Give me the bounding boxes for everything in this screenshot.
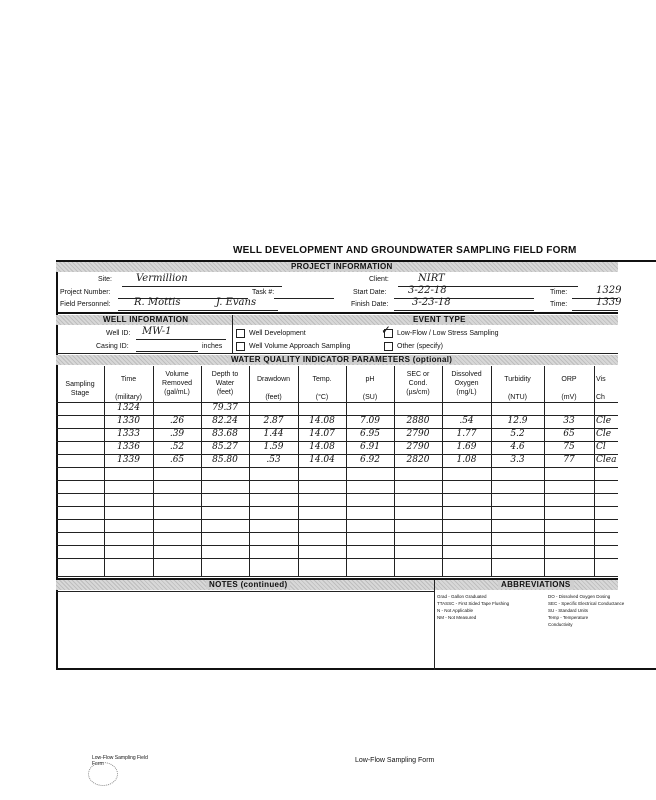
header-text: Turbidity [504, 376, 531, 383]
abbrev-right-1: SEC - Specific Electrical Conductance [548, 601, 625, 606]
cell-turbidity[interactable]: 12.9 [507, 416, 528, 426]
cell-temp[interactable]: 14.04 [309, 455, 335, 465]
cell-volume-removed[interactable]: .26 [169, 416, 185, 426]
start-date-value[interactable]: 3-22-18 [408, 285, 447, 296]
notes-title: NOTES (continued) [206, 580, 290, 589]
header-text: Oxygen [454, 380, 479, 387]
cell-drawdown[interactable]: .53 [266, 455, 281, 465]
cell-time[interactable]: 1324 [117, 403, 140, 413]
cell-volume-removed[interactable]: .39 [169, 429, 185, 439]
well-id-value[interactable]: MW-1 [142, 326, 172, 337]
row-line [56, 545, 618, 546]
finish-time-label: Time: [550, 301, 568, 308]
header-text: pH [365, 376, 375, 383]
abbrev-right-3: Temp - Temperature [548, 615, 589, 620]
cell-drawdown[interactable]: 2.87 [263, 416, 284, 426]
header-unit: (gal/mL) [164, 389, 190, 396]
event-other-checkbox[interactable] [384, 342, 393, 351]
task-label: Task #: [252, 289, 275, 296]
field-personnel-underline [118, 310, 278, 311]
cell-sec-cond[interactable]: 2880 [406, 416, 430, 426]
well-event-divider [232, 315, 233, 353]
cell-temp[interactable]: 14.08 [309, 442, 335, 452]
cell-time[interactable]: 1330 [117, 416, 140, 426]
header-drawdown [249, 375, 298, 402]
client-label: Client: [369, 276, 389, 283]
header-unit: (military) [115, 394, 142, 401]
header-text: Volume [165, 371, 189, 378]
cell-drawdown[interactable]: 1.59 [263, 442, 284, 452]
finish-date-underline [394, 310, 534, 311]
cell-temp[interactable]: 14.07 [309, 429, 335, 439]
event-well-development-label: Well Development [249, 330, 306, 337]
finish-date-value[interactable]: 3-23-18 [412, 297, 451, 308]
project-info-divider [56, 312, 618, 314]
header-depth-to-water [201, 370, 249, 397]
header-text: Drawdown [256, 376, 291, 383]
field-personnel-value-2[interactable]: J. Evans [216, 297, 257, 308]
start-time-value[interactable]: 1329 [596, 285, 622, 296]
header-sampling-stage [56, 380, 104, 398]
well-info-title: WELL INFORMATION [100, 315, 191, 324]
cell-orp[interactable]: 33 [563, 416, 575, 426]
header-dissolved-oxygen [442, 370, 491, 397]
abbreviations-title: ABBREVIATIONS [498, 580, 574, 589]
header-text: Temp. [312, 376, 332, 383]
header-text: Vis [596, 376, 606, 383]
cell-visual[interactable]: Cle [596, 416, 612, 426]
well-id-label: Well ID: [106, 330, 131, 337]
cell-temp[interactable]: 14.08 [309, 416, 335, 426]
header-orp [544, 375, 594, 402]
header-sec-cond [394, 370, 442, 397]
header-text: Depth to [211, 371, 239, 378]
header-temp [298, 375, 346, 402]
cell-time[interactable]: 1336 [117, 442, 140, 452]
water-quality-title: WATER QUALITY INDICATOR PARAMETERS (optional) [228, 355, 455, 364]
cell-turbidity[interactable]: 5.2 [510, 429, 525, 439]
row-line [56, 506, 618, 507]
row-line [56, 493, 618, 494]
cell-time[interactable]: 1333 [117, 429, 140, 439]
field-personnel-label: Field Personnel: [60, 301, 111, 308]
low-flow-check-mark-icon: ✓ [381, 323, 392, 337]
header-text: Removed [162, 380, 192, 387]
cell-orp[interactable]: 77 [563, 455, 575, 465]
event-well-volume-label: Well Volume Approach Sampling [249, 343, 351, 350]
cell-dissolved-oxygen[interactable]: .54 [459, 416, 474, 426]
header-visual [596, 375, 620, 402]
header-volume-removed [153, 370, 201, 397]
header-text: Cond. [408, 380, 428, 387]
event-other-label: Other (specify) [397, 343, 443, 350]
event-type-title: EVENT TYPE [410, 315, 469, 324]
cell-dissolved-oxygen[interactable]: 1.08 [456, 455, 477, 465]
footer-stamp-icon [88, 762, 118, 786]
header-text: ORP [561, 376, 577, 383]
field-personnel-value-1[interactable]: R. Mottis [134, 297, 181, 308]
abbrev-left-3: NM - Not Measured [437, 615, 477, 620]
footer-left-line1: Low-Flow Sampling Field [92, 755, 148, 761]
cell-sec-cond[interactable]: 2790 [406, 429, 430, 439]
cell-turbidity[interactable]: 3.3 [510, 455, 525, 465]
footer-left-line2: Form [92, 761, 104, 767]
header-unit: (NTU) [507, 394, 528, 401]
casing-id-label: Casing ID: [96, 343, 129, 350]
abbrev-left-0: Grad - Gallon Graduated [437, 594, 487, 599]
cell-ph[interactable]: 7.09 [359, 416, 381, 426]
cell-drawdown[interactable]: 1.44 [263, 429, 284, 439]
field-form [56, 260, 625, 672]
header-unit: (feet) [265, 394, 282, 401]
cell-orp[interactable]: 75 [563, 442, 575, 452]
cell-ph[interactable]: 6.95 [359, 429, 381, 439]
abbrev-right-4: Conductivity [548, 622, 573, 627]
start-time-label: Time: [550, 289, 568, 296]
casing-id-underline [136, 351, 198, 352]
header-unit: (µs/cm) [406, 389, 430, 396]
site-underline [122, 286, 282, 287]
cell-depth-to-water[interactable]: 79.37 [212, 403, 238, 413]
header-unit: (mV) [561, 394, 577, 401]
header-turbidity [491, 375, 544, 402]
task-underline [274, 298, 334, 299]
start-date-label: Start Date: [353, 289, 387, 296]
header-ph [346, 375, 394, 402]
cell-volume-removed[interactable]: .52 [169, 442, 185, 452]
finish-time-value[interactable]: 1339 [596, 297, 622, 308]
cell-ph[interactable]: 6.91 [359, 442, 381, 452]
cell-dissolved-oxygen[interactable]: 1.69 [456, 442, 477, 452]
client-value[interactable]: NIRT [418, 273, 445, 284]
abbrev-right-0: DO - Dissolved Oxygen Dosing [548, 594, 611, 599]
abbrev-left-2: N - Not Applicable [437, 608, 474, 613]
casing-units: inches [202, 343, 223, 350]
row-line [56, 532, 618, 533]
project-number-label: Project Number: [60, 289, 111, 296]
row-line [56, 467, 618, 468]
site-value[interactable]: Vermillion [136, 273, 188, 284]
row-line [56, 576, 618, 577]
cell-turbidity[interactable]: 4.6 [510, 442, 525, 452]
form-title: WELL DEVELOPMENT AND GROUNDWATER SAMPLING FIELD FORM [233, 245, 577, 256]
project-info-title: PROJECT INFORMATION [288, 262, 396, 271]
cell-dissolved-oxygen[interactable]: 1.77 [456, 429, 477, 439]
well-id-underline [136, 339, 226, 340]
cell-depth-to-water[interactable]: 85.27 [212, 442, 238, 452]
header-text: Stage [70, 390, 90, 397]
cell-visual[interactable]: Cl [596, 442, 606, 452]
header-text: Sampling [65, 381, 95, 388]
row-line [56, 480, 618, 481]
abbrev-right-2: SU - Standard Units [548, 608, 589, 613]
event-well-volume-checkbox[interactable] [236, 342, 245, 351]
header-unit: (mg/L) [456, 389, 477, 396]
header-unit: Ch [596, 394, 605, 401]
cell-depth-to-water[interactable]: 82.24 [212, 416, 238, 426]
cell-orp[interactable]: 65 [563, 429, 575, 439]
row-line [56, 558, 618, 559]
header-text: Water [215, 380, 235, 387]
notes-area[interactable] [60, 593, 430, 667]
abbrev-left-1: TTASSC - First Sided Tape Flushing [437, 601, 510, 606]
notes-abbrev-divider [434, 580, 435, 670]
header-unit: (feet) [216, 389, 234, 396]
header-text: SEC or [406, 371, 430, 378]
header-text: Time [120, 376, 137, 383]
site-label: Site: [98, 276, 113, 283]
cell-depth-to-water[interactable]: 83.68 [212, 429, 238, 439]
row-line [56, 519, 618, 520]
event-low-flow-label: Low-Flow / Low Stress Sampling [397, 330, 499, 337]
well-info-divider [56, 353, 618, 354]
header-unit: (SU) [362, 394, 378, 401]
cell-sec-cond[interactable]: 2820 [406, 455, 430, 465]
notes-top-line [56, 591, 434, 592]
cell-depth-to-water[interactable]: 85.80 [212, 455, 238, 465]
cell-visual[interactable]: Clea [596, 455, 617, 465]
cell-ph[interactable]: 6.92 [359, 455, 381, 465]
finish-time-underline [572, 310, 618, 311]
cell-visual[interactable]: Cle [596, 429, 612, 439]
event-well-development-checkbox[interactable] [236, 329, 245, 338]
header-text: Dissolved [451, 371, 482, 378]
cell-volume-removed[interactable]: .65 [169, 455, 185, 465]
header-unit: (°C) [315, 394, 329, 401]
cell-sec-cond[interactable]: 2790 [406, 442, 430, 452]
cell-time[interactable]: 1339 [117, 455, 140, 465]
header-time [104, 375, 153, 402]
finish-date-label: Finish Date: [351, 301, 389, 308]
footer-center: Low-Flow Sampling Form [355, 757, 435, 764]
